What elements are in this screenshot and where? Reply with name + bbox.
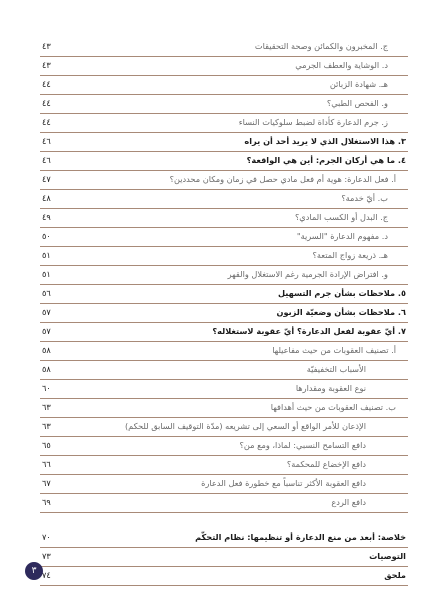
toc-entry-title: أ. فعل الدعارة: هوية أم فعل مادي حصل في زمان ومكان محددين؟ [169,174,396,184]
toc-entry-page: ٦٧ [42,478,51,488]
toc-entry[interactable] [40,342,408,361]
toc-entry-title: دافع التسامح النسبي: لماذا، ومع من؟ [239,440,366,450]
toc-main-section [40,38,408,513]
toc-entry-title: ٤. ما هي أركان الجرم: أين هي الواقعة؟ [246,155,406,165]
toc-entry-title: هـ. ذريعة زواج المتعة؟ [312,250,388,260]
toc-entry[interactable] [40,209,408,228]
toc-entry[interactable] [40,285,408,304]
toc-entry[interactable] [40,529,408,548]
toc-end-section [40,529,408,586]
toc-entry-page: ٤٤ [42,79,51,89]
toc-entry-title: و. الفحص الطبي؟ [326,98,388,108]
toc-entry-title: ملحق [384,570,406,580]
page-number-badge: ٣ [25,562,43,580]
toc-entry[interactable] [40,567,408,586]
toc-entry-page: ٥٦ [42,288,51,298]
toc-entry-page: ٦٠ [42,383,51,393]
toc-entry-title: د. الوشاية والعطف الجرمي [295,60,388,70]
toc-entry-page: ٤٨ [42,193,51,203]
toc-entry[interactable] [40,323,408,342]
toc-entry[interactable] [40,399,408,418]
toc-entry[interactable] [40,133,408,152]
toc-entry-page: ٦٦ [42,459,51,469]
toc-entry[interactable] [40,380,408,399]
toc-entry[interactable] [40,228,408,247]
toc-entry-page: ٦٣ [42,421,51,431]
toc-entry-page: ٤٣ [42,60,51,70]
toc-entry[interactable] [40,437,408,456]
toc-entry[interactable] [40,475,408,494]
toc-entry[interactable] [40,304,408,323]
toc-entry-title: ٦. ملاحظات بشأن وضعيّة الزبون [276,307,406,317]
toc-entry[interactable] [40,57,408,76]
table-of-contents [40,38,408,586]
toc-entry-page: ٤٦ [42,155,51,165]
toc-entry-page: ٧٣ [42,551,51,561]
toc-entry[interactable] [40,171,408,190]
toc-entry[interactable] [40,548,408,567]
toc-entry-title: ز. جرم الدعارة كأداة لضبط سلوكيات النساء [238,117,388,127]
toc-entry-title: التوصيات [369,551,406,561]
toc-entry-title: ج. البدل أو الكسب المادي؟ [294,212,388,222]
toc-entry-page: ٥٨ [42,364,51,374]
toc-entry-page: ٦٩ [42,497,51,507]
toc-entry[interactable] [40,418,408,437]
toc-entry[interactable] [40,114,408,133]
toc-entry-page: ٥٨ [42,345,51,355]
toc-entry[interactable] [40,38,408,57]
toc-entry-title: و. افتراض الإرادة الجرمية رغم الاستغلال والقهر [227,269,388,279]
toc-entry[interactable] [40,247,408,266]
toc-entry-page: ٥٧ [42,326,51,336]
toc-entry-title: ج. المخبرون والكمائن وصحة التحقيقات [254,41,388,51]
toc-entry[interactable] [40,266,408,285]
toc-entry-page: ٦٣ [42,402,51,412]
toc-entry-title: دافع الإخضاع للمحكمة؟ [286,459,366,469]
toc-entry-title: ٣. هذا الاستغلال الذي لا يريد أحد أن يراه [244,136,406,146]
toc-entry-page: ٤٤ [42,117,51,127]
toc-entry-title: الأسباب التخفيفيّة [306,364,366,374]
toc-entry-page: ٧٤ [42,570,51,580]
toc-entry[interactable] [40,95,408,114]
toc-entry-title: نوع العقوبة ومقدارها [295,383,366,393]
toc-entry-title: هـ. شهادة الزبائن [329,79,388,89]
toc-entry-title: ب. أيّ خدمة؟ [341,193,388,203]
toc-entry-page: ٤٤ [42,98,51,108]
toc-entry-title: ٧. أيّ عقوبة لفعل الدعارة؟ أيّ عقوبة لاستغلاله؟ [212,326,406,336]
toc-entry-title: الإذعان للأمر الواقع أو السعي إلى تشريعه (مدّة التوقيف السابق للحكم) [124,421,366,431]
toc-entry-page: ٥٠ [42,231,51,241]
toc-entry-title: أ. تصنيف العقوبات من حيث مفاعيلها [272,345,396,355]
toc-entry[interactable] [40,190,408,209]
toc-entry[interactable] [40,152,408,171]
toc-entry-page: ٤٧ [42,174,51,184]
toc-entry-title: ٥. ملاحظات بشأن جرم التسهيل [277,288,406,298]
toc-entry-page: ٦٥ [42,440,51,450]
toc-entry-title: خلاصة: أبعد من منع الدعارة أو تنظيمها: نظام التحكّم [195,532,406,542]
toc-entry[interactable] [40,494,408,513]
toc-entry-page: ٥١ [42,250,51,260]
toc-entry-page: ٤٦ [42,136,51,146]
toc-entry-title: دافع الردع [331,497,366,507]
toc-entry[interactable] [40,456,408,475]
toc-entry-page: ٤٣ [42,41,51,51]
toc-entry-title: ب. تصنيف العقوبات من حيث أهدافها [270,402,396,412]
toc-entry-page: ٥٧ [42,307,51,317]
toc-entry-page: ٧٠ [42,532,51,542]
toc-entry-title: د. مفهوم الدعارة "السرية" [296,231,388,241]
section-gap [40,513,408,529]
toc-entry[interactable] [40,76,408,95]
toc-entry-page: ٤٩ [42,212,51,222]
toc-entry-page: ٥١ [42,269,51,279]
toc-entry-title: دافع العقوبة الأكثر تناسباً مع خطورة فعل الدعارة [201,478,366,488]
toc-entry[interactable] [40,361,408,380]
